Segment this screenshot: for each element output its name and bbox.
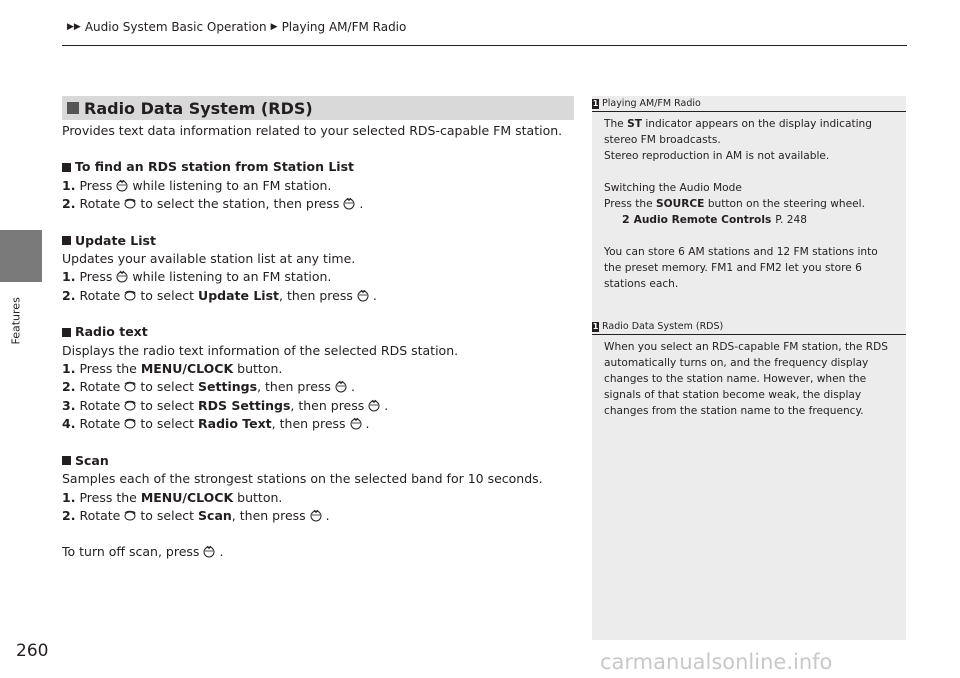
note-marker-icon: 1 — [592, 98, 599, 108]
section-title: Radio Data System (RDS) — [84, 98, 313, 118]
subsection-description: Displays the radio text information of the selected RDS station. — [62, 342, 459, 358]
step: 3. Rotate to select RDS Settings, then press . — [62, 397, 389, 413]
chapter-side-tab — [0, 230, 42, 282]
subsection-description: Samples each of the strongest stations on the selected band for 10 seconds. — [62, 471, 543, 487]
subsection-description: Updates your available station list at any time. — [62, 251, 356, 267]
section-header — [62, 96, 574, 120]
subheading-update-list: Update List — [62, 232, 572, 250]
breadcrumb-part-1[interactable]: Audio System Basic Operation — [84, 20, 267, 34]
note-header-playing-radio: 1 Playing AM/FM Radio — [592, 98, 906, 112]
scan-off-text: To turn off scan, press . — [62, 544, 224, 560]
reference-arrow-icon: 2 — [622, 213, 630, 226]
note-divider — [592, 334, 906, 335]
rotate-knob-icon — [123, 288, 137, 302]
step: 2. Rotate to select Settings, then press . — [62, 379, 355, 395]
section-square-icon — [67, 102, 79, 114]
rotate-knob-icon — [123, 379, 137, 393]
breadcrumb — [67, 20, 406, 34]
press-knob-icon — [309, 508, 323, 522]
rotate-knob-icon — [123, 196, 137, 210]
press-knob-icon — [115, 178, 129, 192]
subheading-square-icon — [62, 328, 71, 337]
notes-panel — [592, 96, 906, 640]
note-body-rds: When you select an RDS-capable FM station, the RDS automatically turns on, and the frequency display changes to the station name. However, when the signals of that station become weak, the display changes from the station name to the frequency. — [604, 341, 888, 417]
watermark: carmanualsonline.info — [600, 650, 833, 674]
page-number: 260 — [16, 641, 49, 661]
breadcrumb-arrow-icon: ▶ — [270, 22, 278, 32]
subheading-find: To find an RDS station from Station List — [62, 158, 572, 176]
step: 2. Rotate to select the station, then press . — [62, 196, 364, 212]
step: 1. Press while listening to an FM station. — [62, 269, 332, 285]
chapter-side-label: Features — [9, 297, 23, 345]
press-knob-icon — [115, 269, 129, 283]
subheading-scan: Scan — [62, 452, 572, 470]
step: 1. Press the MENU/CLOCK button. — [62, 361, 283, 377]
breadcrumb-part-2[interactable]: Playing AM/FM Radio — [281, 20, 407, 34]
header-divider — [62, 45, 907, 46]
rotate-knob-icon — [123, 508, 137, 522]
note-divider — [592, 111, 906, 112]
step: 1. Press the MENU/CLOCK button. — [62, 489, 283, 505]
breadcrumb-arrow-icon: ▶▶ — [67, 22, 81, 32]
note-body-playing-radio: The ST indicator appears on the display indicating stereo FM broadcasts. Stereo reproduction in AM is not available. Switching the Audio Mode Press the SOURCE button on the steering wheel. 2 Audio Remote Controls P. 248 You can store 6 AM stations and 12 FM stations into the preset memory. FM1 and FM2 let you store 6 stations each. — [604, 116, 902, 292]
press-knob-icon — [334, 379, 348, 393]
note-marker-icon: 1 — [592, 321, 599, 331]
press-knob-icon — [342, 196, 356, 210]
step: 2. Rotate to select Scan, then press . — [62, 507, 330, 523]
subheading-square-icon — [62, 236, 71, 245]
note-header-rds: 1 Radio Data System (RDS) — [592, 321, 906, 335]
step: 4. Rotate to select Radio Text, then press . — [62, 416, 370, 432]
subheading-square-icon — [62, 456, 71, 465]
rotate-knob-icon — [123, 416, 137, 430]
press-knob-icon — [367, 398, 381, 412]
press-knob-icon — [356, 288, 370, 302]
rotate-knob-icon — [123, 398, 137, 412]
step: 1. Press while listening to an FM station. — [62, 177, 332, 193]
main-content — [62, 122, 572, 562]
subheading-square-icon — [62, 163, 71, 172]
cross-reference-link[interactable]: 2 Audio Remote Controls P. 248 — [622, 213, 807, 226]
press-knob-icon — [349, 416, 363, 430]
subheading-radio-text: Radio text — [62, 323, 572, 341]
intro-text: Provides text data information related to your selected RDS-capable FM station. — [62, 123, 563, 138]
step: 2. Rotate to select Update List, then press . — [62, 287, 377, 303]
press-knob-icon — [202, 544, 216, 558]
